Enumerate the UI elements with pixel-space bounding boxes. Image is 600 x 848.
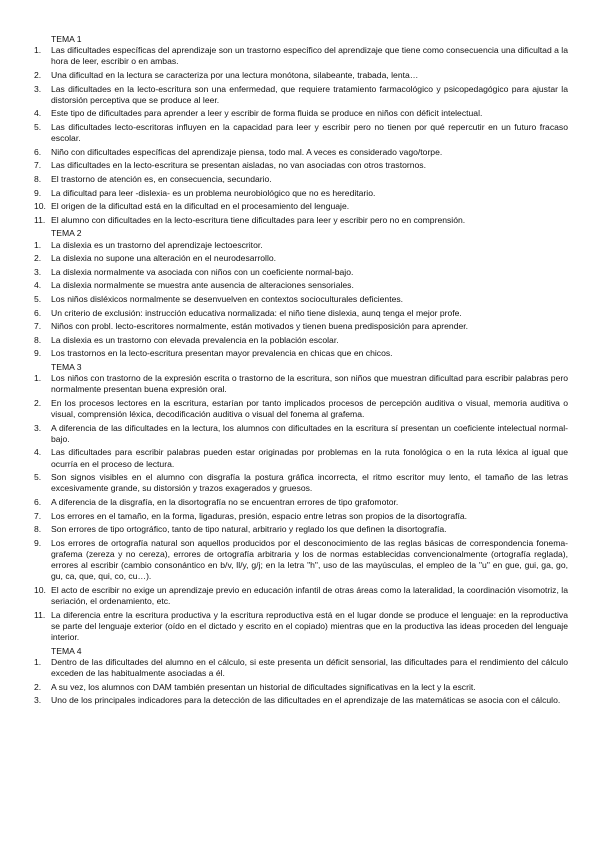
item-number: 9. xyxy=(34,187,42,198)
list-item xyxy=(34,497,568,508)
item-text: Este tipo de dificultades para aprender a leer y escribir de forma fluida se produce en niños con déficit intelectual. xyxy=(51,108,483,119)
item-number: 1. xyxy=(34,373,42,384)
item-number: 6. xyxy=(34,146,42,157)
list-item xyxy=(34,108,568,119)
item-text: Una dificultad en la lectura se caracteriza por una lectura monótona, silabeante, trabada, lenta… xyxy=(51,70,419,80)
list-item xyxy=(34,682,568,693)
item-number: 2. xyxy=(34,253,42,264)
item-number: 7. xyxy=(34,160,42,171)
list-item xyxy=(34,174,568,185)
list-item xyxy=(34,538,568,583)
item-text: Las dificultades lecto-escritoras influyen en la capacidad para leer y escribir pero no tienen por qué repercutir en un futuro fracaso escolar. xyxy=(51,121,568,144)
item-text: Niños con probl. lecto-escritores normalmente, están motivados y tienen buena predisposición para aprender. xyxy=(51,321,469,332)
item-number: 5. xyxy=(34,293,42,304)
item-number: 4. xyxy=(34,447,42,458)
question-list xyxy=(34,240,568,360)
list-item xyxy=(34,657,568,679)
item-text: Los errores en el tamaño, en la forma, ligaduras, presión, espacio entre letras son propios de la disortografía. xyxy=(51,510,468,521)
item-text: A diferencia de la disgrafía, en la disortografía no se encuentran errores de tipo grafomotor. xyxy=(51,497,399,508)
list-item xyxy=(34,267,568,278)
list-item xyxy=(34,610,568,644)
item-text: Son errores de tipo ortográfico, tanto de tipo natural, arbitrario y reglado los que definen la disortografía. xyxy=(51,524,447,535)
item-text: El trastorno de atención es, en consecuencia, secundario. xyxy=(51,173,272,184)
item-text: La diferencia entre la escritura productiva y la escritura reproductiva está en el lugar donde se produce el lenguaje: en la reproductiva se parte del lenguaje exterior (oído en el dictado y escrito en el copiado) mientras que en la productiva las ideas proceden del lenguaje interior. xyxy=(51,609,568,643)
item-number: 8. xyxy=(34,334,42,345)
list-item xyxy=(34,147,568,158)
item-number: 3. xyxy=(34,266,42,277)
question-list xyxy=(34,373,568,643)
item-text: Las dificultades específicas del aprendizaje son un trastorno específico del aprendizaje que tiene como consecuencia una dificultad a la hora de leer, escribir o en ambas. xyxy=(51,45,568,67)
item-text: La dislexia normalmente va asociada con niños con un coeficiente normal-bajo. xyxy=(51,266,354,277)
item-text: Dentro de las dificultades del alumno en el cálculo, si este presenta un déficit sensorial, las dificultades para el rendimiento del cálculo exceden de las habitualmente asociadas a él. xyxy=(51,657,568,679)
item-number: 11. xyxy=(34,609,46,620)
section-title: TEMA 3 xyxy=(51,361,82,372)
item-number: 6. xyxy=(34,497,42,508)
item-number: 1. xyxy=(34,45,42,56)
item-text: Las dificultades en la lecto-escritura son una enfermedad, que requiere tratamiento farmacológico y psicopedagógico para ajustar la distorsión perceptiva que se produce al leer. xyxy=(51,83,568,105)
question-list xyxy=(34,657,568,707)
item-text: La dificultad para leer -dislexia- es un problema neurobiológico que no es hereditario. xyxy=(51,187,376,198)
list-item xyxy=(34,373,568,395)
list-item xyxy=(34,215,568,226)
item-number: 10. xyxy=(34,201,46,212)
list-item xyxy=(34,294,568,305)
list-item xyxy=(34,398,568,420)
section-title: TEMA 4 xyxy=(51,645,82,656)
section-title: TEMA 2 xyxy=(51,228,82,239)
list-item xyxy=(34,524,568,535)
list-item xyxy=(34,84,568,106)
item-number: 8. xyxy=(34,173,42,184)
list-item xyxy=(34,188,568,199)
list-item xyxy=(34,695,568,706)
item-number: 1. xyxy=(34,657,42,668)
item-text: La dislexia es un trastorno del aprendizaje lectoescritor. xyxy=(51,239,263,250)
list-item xyxy=(34,348,568,359)
item-number: 5. xyxy=(34,121,42,132)
list-item xyxy=(34,585,568,607)
list-item xyxy=(34,321,568,332)
section-tema-2 xyxy=(34,228,568,359)
item-text: Uno de los principales indicadores para la detección de las dificultades en el aprendizaje de las matemáticas se asocia con el cálculo. xyxy=(51,695,561,706)
list-item xyxy=(34,472,568,494)
document-page xyxy=(34,34,568,709)
list-item xyxy=(34,335,568,346)
section-tema-1 xyxy=(34,34,568,226)
item-number: 2. xyxy=(34,681,42,692)
item-text: El acto de escribir no exige un aprendizaje previo en educación infantil de otras áreas como la lateralidad, la coordinación visomotriz, la seriación, el ordenamiento, etc. xyxy=(51,585,568,607)
item-number: 4. xyxy=(34,280,42,291)
item-text: Niño con dificultades específicas del aprendizaje piensa, todo mal. A veces es considerado vago/torpe. xyxy=(51,146,443,157)
item-number: 3. xyxy=(34,422,42,433)
list-item xyxy=(34,511,568,522)
item-text: Un criterio de exclusión: instrucción educativa normalizada: el niño tiene dislexia, aunq tenga el mejor profe. xyxy=(51,307,462,318)
list-item xyxy=(34,423,568,445)
item-number: 10. xyxy=(34,585,46,596)
section-tema-4 xyxy=(34,646,568,707)
item-text: El alumno con dificultades en la lecto-escritura tiene dificultades para leer y escribir pero no en comprensión. xyxy=(51,214,466,225)
section-tema-3 xyxy=(34,362,568,644)
list-item xyxy=(34,280,568,291)
item-text: En los procesos lectores en la escritura, estarían por tanto implicados procesos de percepción auditiva o visual, memoria auditiva o visual, comprensión léxica, decodificación auditiva o visual del fonema al grafema. xyxy=(51,397,568,420)
item-number: 1. xyxy=(34,239,42,250)
item-text: La dislexia no supone una alteración en el neurodesarrollo. xyxy=(51,253,277,264)
question-list xyxy=(34,45,568,226)
list-item xyxy=(34,240,568,251)
list-item xyxy=(34,122,568,144)
item-text: Son signos visibles en el alumno con disgrafía la postura gráfica incorrecta, el ritmo escritor muy lento, el tamaño de las letras excesivamente grande, su distorsión y trazos exagerados y gruesos. xyxy=(51,472,568,494)
item-number: 9. xyxy=(34,348,42,359)
item-number: 2. xyxy=(34,397,42,408)
item-text: La dislexia normalmente se muestra ante ausencia de alteraciones sensoriales. xyxy=(51,280,354,291)
item-number: 8. xyxy=(34,524,42,535)
item-text: A diferencia de las dificultades en la lectura, los alumnos con dificultades en la escritura sí presentan un coeficiente intelectual normal-bajo. xyxy=(51,422,568,444)
list-item xyxy=(34,447,568,469)
item-number: 7. xyxy=(34,510,42,521)
item-text: El origen de la dificultad está en la dificultad en el procesamiento del lenguaje. xyxy=(51,201,350,212)
item-text: Las dificultades para escribir palabras pueden estar originadas por problemas en la ruta fonológica o en la ruta léxica al igual que ocurría en el proceso de lectura. xyxy=(51,447,568,469)
list-item xyxy=(34,201,568,212)
item-number: 5. xyxy=(34,472,42,483)
item-text: Los niños con trastorno de la expresión escrita o trastorno de la escritura, son niños que muestran dificultad para escribir palabras pero normalmente presentan buena expresión oral. xyxy=(51,373,568,395)
item-number: 7. xyxy=(34,321,42,332)
item-number: 9. xyxy=(34,537,42,548)
section-title: TEMA 1 xyxy=(51,34,82,44)
item-text: Las dificultades en la lecto-escritura se presentan aisladas, no van asociadas con otros trastornos. xyxy=(51,160,426,171)
item-number: 2. xyxy=(34,70,42,80)
list-item xyxy=(34,70,568,81)
item-text: Los trastornos en la lecto-escritura presentan mayor prevalencia en chicas que en chicos. xyxy=(51,348,393,359)
list-item xyxy=(34,308,568,319)
item-number: 4. xyxy=(34,108,42,119)
item-text: Los errores de ortografía natural son aquellos producidos por el desconocimiento de las reglas básicas de correspondencia fonema-grafema (zereza y no cereza), errores de ortografía arbitraria y los de normas establecidas convencionalmente (ortografía reglada), errores al escribir (cambio consonántico en b/v, ll/y, g/j; en la letra "h", uso de las mayúsculas, el empleo de la "u" en gue, gui, ga, go, gu, ca, que, qui, co, cu…). xyxy=(51,537,568,582)
list-item xyxy=(34,160,568,171)
list-item xyxy=(34,45,568,67)
item-number: 6. xyxy=(34,307,42,318)
item-text: Los niños disléxicos normalmente se desenvuelven en contextos socioculturales deficientes. xyxy=(51,293,404,304)
item-text: La dislexia es un trastorno con elevada prevalencia en la población escolar. xyxy=(51,334,339,345)
item-number: 11. xyxy=(34,214,46,225)
item-number: 3. xyxy=(34,695,42,706)
list-item xyxy=(34,253,568,264)
item-text: A su vez, los alumnos con DAM también presentan un historial de dificultades significativas en la lect y la escrit. xyxy=(51,681,476,692)
item-number: 3. xyxy=(34,83,42,94)
